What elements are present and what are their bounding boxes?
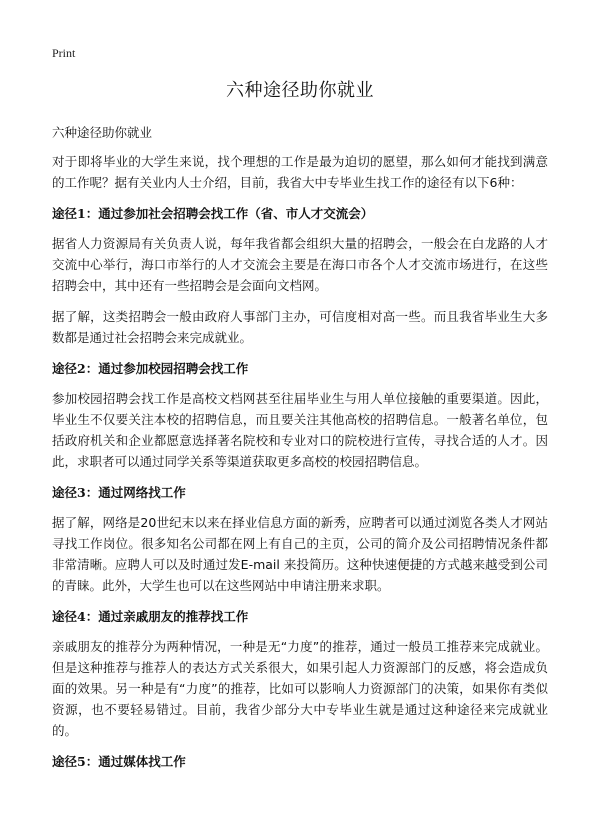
- page-title: 六种途径助你就业: [226, 80, 374, 101]
- section-heading: 途径4：通过亲戚朋友的推荐找工作: [52, 609, 249, 624]
- subtitle: 六种途径助你就业: [52, 125, 153, 140]
- section-paragraph: 据了解，网络是20世纪末以来在择业信息方面的新秀，应聘者可以通过浏览各类人才网站寻找工作岗位。很多知名公司都在网上有自己的主页，公司的简介及公司招聘情况条件都非常清晰。应聘人可以及时通过发E-mail 来投简历。这种快速便捷的方式越来越受到公司的青睐。此外，大学生也可以在这些网站中申请注册来求职。: [52, 515, 548, 593]
- section-heading: 途径1：通过参加社会招聘会找工作（省、市人才交流会）: [52, 206, 374, 221]
- section-heading: 途径5：通过媒体找工作: [52, 754, 186, 769]
- print-link[interactable]: Print: [52, 46, 76, 60]
- section-heading: 途径3：通过网络找工作: [52, 485, 186, 500]
- section-paragraph: 参加校园招聘会找工作是高校文档网甚至往届毕业生与用人单位接触的重要渠道。因此，毕业生不仅要关注本校的招聘信息，而且要关注其他高校的招聘信息。一般著名单位，包括政府机关和企业都愿意选择著名院校和专业对口的院校进行宣传，寻找合适的人才。因此，求职者可以通过同学关系等渠道获取更多高校的校园招聘信息。: [52, 391, 548, 469]
- section-paragraph: 据了解，这类招聘会一般由政府人事部门主办，可信度相对高一些。而且我省毕业生大多数都是通过社会招聘会来完成就业。: [52, 309, 548, 345]
- intro-paragraph: 对于即将毕业的大学生来说，找个理想的工作是最为迫切的愿望，那么如何才能找到满意的工作呢？据有关业内人士介绍，目前，我省大中专毕业生找工作的途径有以下6种：: [52, 154, 548, 190]
- document-body: [52, 122, 548, 781]
- section-paragraph: 据省人力资源局有关负责人说，每年我省都会组织大量的招聘会，一般会在白龙路的人才交流中心举行，海口市举行的人才交流会主要是在海口市各个人才交流市场进行，在这些招聘会中，其中还有一些招聘会是会面向文档网。: [52, 236, 548, 293]
- section-paragraph: 亲戚朋友的推荐分为两种情况，一种是无“力度”的推荐，通过一般员工推荐来完成就业。但是这种推荐与推荐人的表达方式关系很大，如果引起人力资源部门的反感，将会造成负面的效果。另一种是有“力度”的推荐，比如可以影响人力资源部门的决策，如果你有类似资源，也不要轻易错过。目前，我省少部分大中专毕业生就是通过这种途径来完成就业的。: [52, 639, 548, 738]
- section-heading: 途径2：通过参加校园招聘会找工作: [52, 361, 249, 376]
